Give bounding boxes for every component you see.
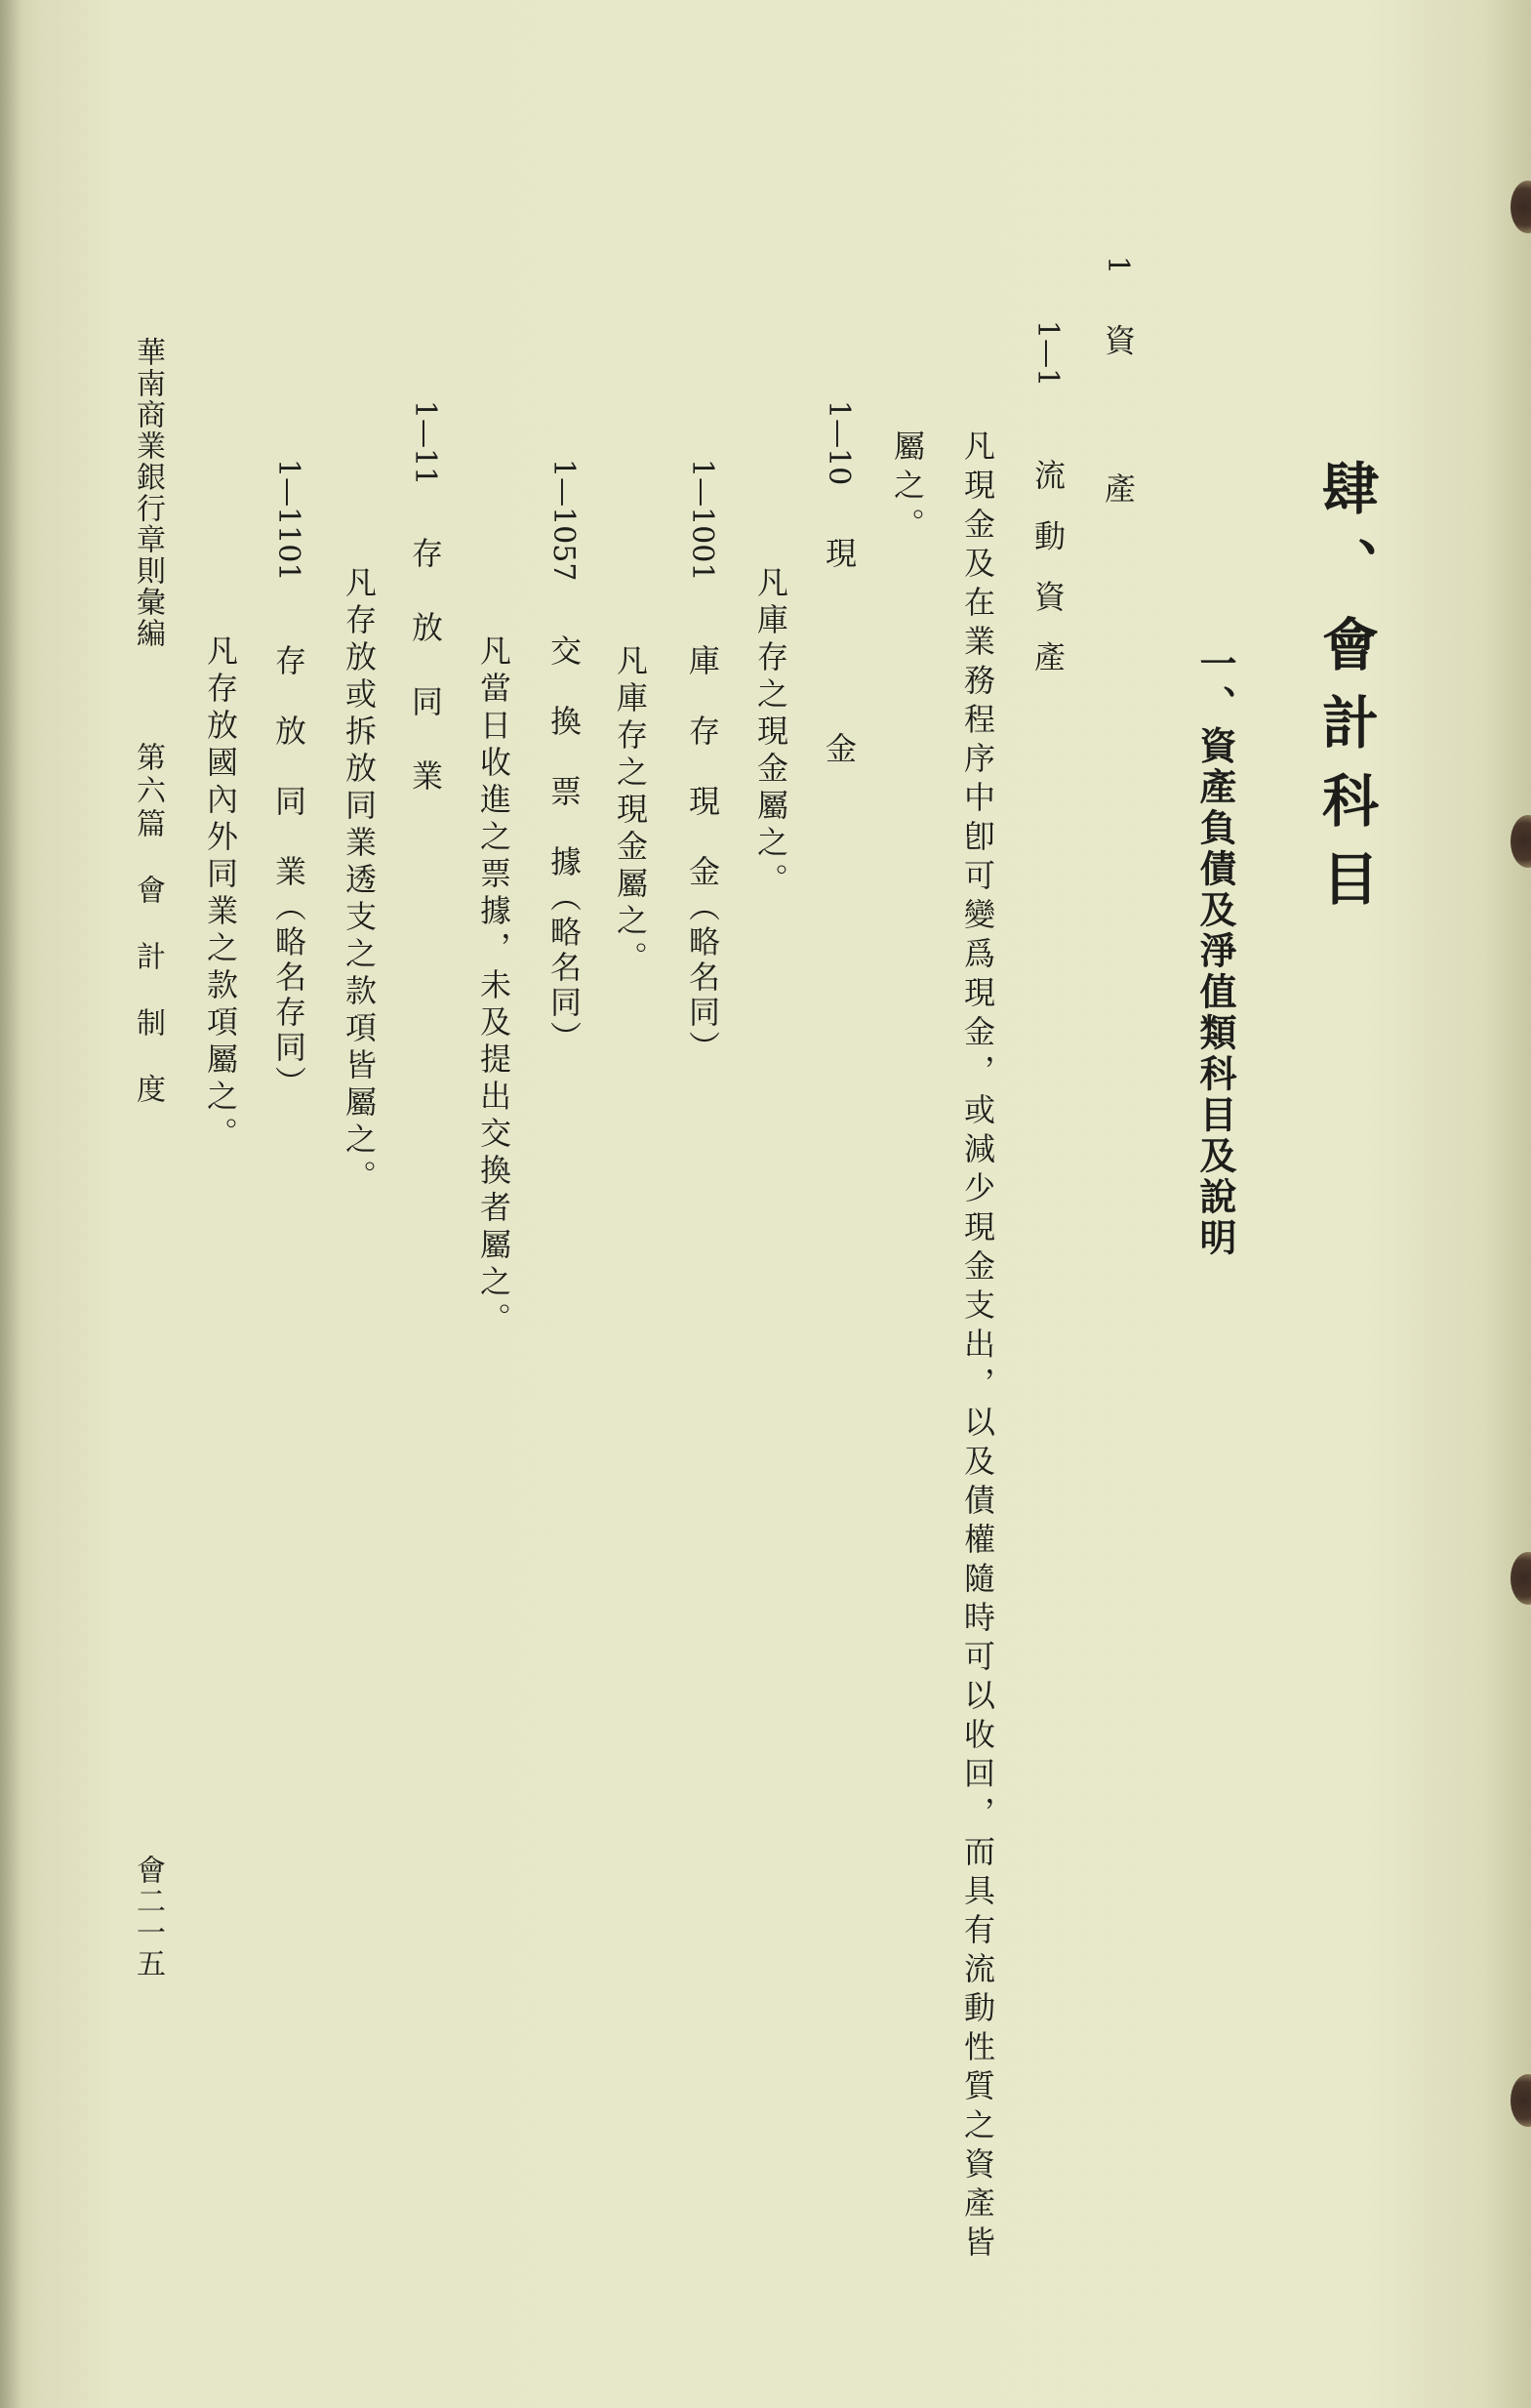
entry-description: 凡庫存之現金屬之。 bbox=[752, 566, 789, 900]
entry-code: 1—1 bbox=[1030, 320, 1065, 388]
page-number: 會二一五 bbox=[131, 1855, 165, 1979]
entry-description: 凡存放國內外同業之款項屬之。 bbox=[202, 634, 239, 1154]
entry-name: 庫 存 現 金（略名同） bbox=[684, 644, 721, 1066]
entry-name: 資 產 bbox=[1100, 324, 1137, 510]
binding-hole bbox=[1511, 815, 1531, 868]
binding-hole bbox=[1511, 2074, 1531, 2127]
chapter-title: 肆、會計科目 bbox=[1312, 459, 1379, 927]
entry-name: 存 放 同 業（略名存同） bbox=[270, 644, 307, 1101]
entry-description: 凡庫存之現金屬之。 bbox=[612, 644, 649, 978]
part-title: 第六篇 會 計 制 度 bbox=[131, 742, 165, 1107]
entry-name: 存 放 同 業 bbox=[407, 537, 444, 796]
entry-code: 1—1001 bbox=[685, 459, 719, 582]
entry-description: 凡存放或拆放同業透支之款項皆屬之。 bbox=[341, 566, 378, 1197]
entry-name: 流 動 資 產 bbox=[1029, 459, 1067, 682]
entry-code: 1—1057 bbox=[546, 459, 581, 582]
entry-code: 1—10 bbox=[822, 400, 856, 486]
entry-name: 交 換 票 據（略名同） bbox=[545, 634, 583, 1056]
entry-description: 凡現金及在業務程序中卽可變爲現金，或減少現金支出，以及債權隨時可以收回，而具有流動性質之資產皆 bbox=[959, 429, 996, 2265]
entry-name: 現 金 bbox=[821, 537, 858, 771]
entry-code: 1 bbox=[1101, 256, 1135, 275]
entry-description: 屬之。 bbox=[889, 429, 926, 547]
entry-code: 1—1101 bbox=[271, 459, 305, 582]
section-title: 一、資產負債及淨值類科目及說明 bbox=[1193, 644, 1236, 1259]
entry-description: 凡當日收進之票據，未及提出交換者屬之。 bbox=[475, 634, 512, 1339]
binding-hole bbox=[1511, 1552, 1531, 1605]
entry-code: 1—11 bbox=[408, 400, 442, 486]
binding-hole bbox=[1511, 181, 1531, 233]
page-edge-shadow bbox=[0, 0, 21, 2408]
book-title: 華南商業銀行章則彙編 bbox=[131, 337, 165, 649]
